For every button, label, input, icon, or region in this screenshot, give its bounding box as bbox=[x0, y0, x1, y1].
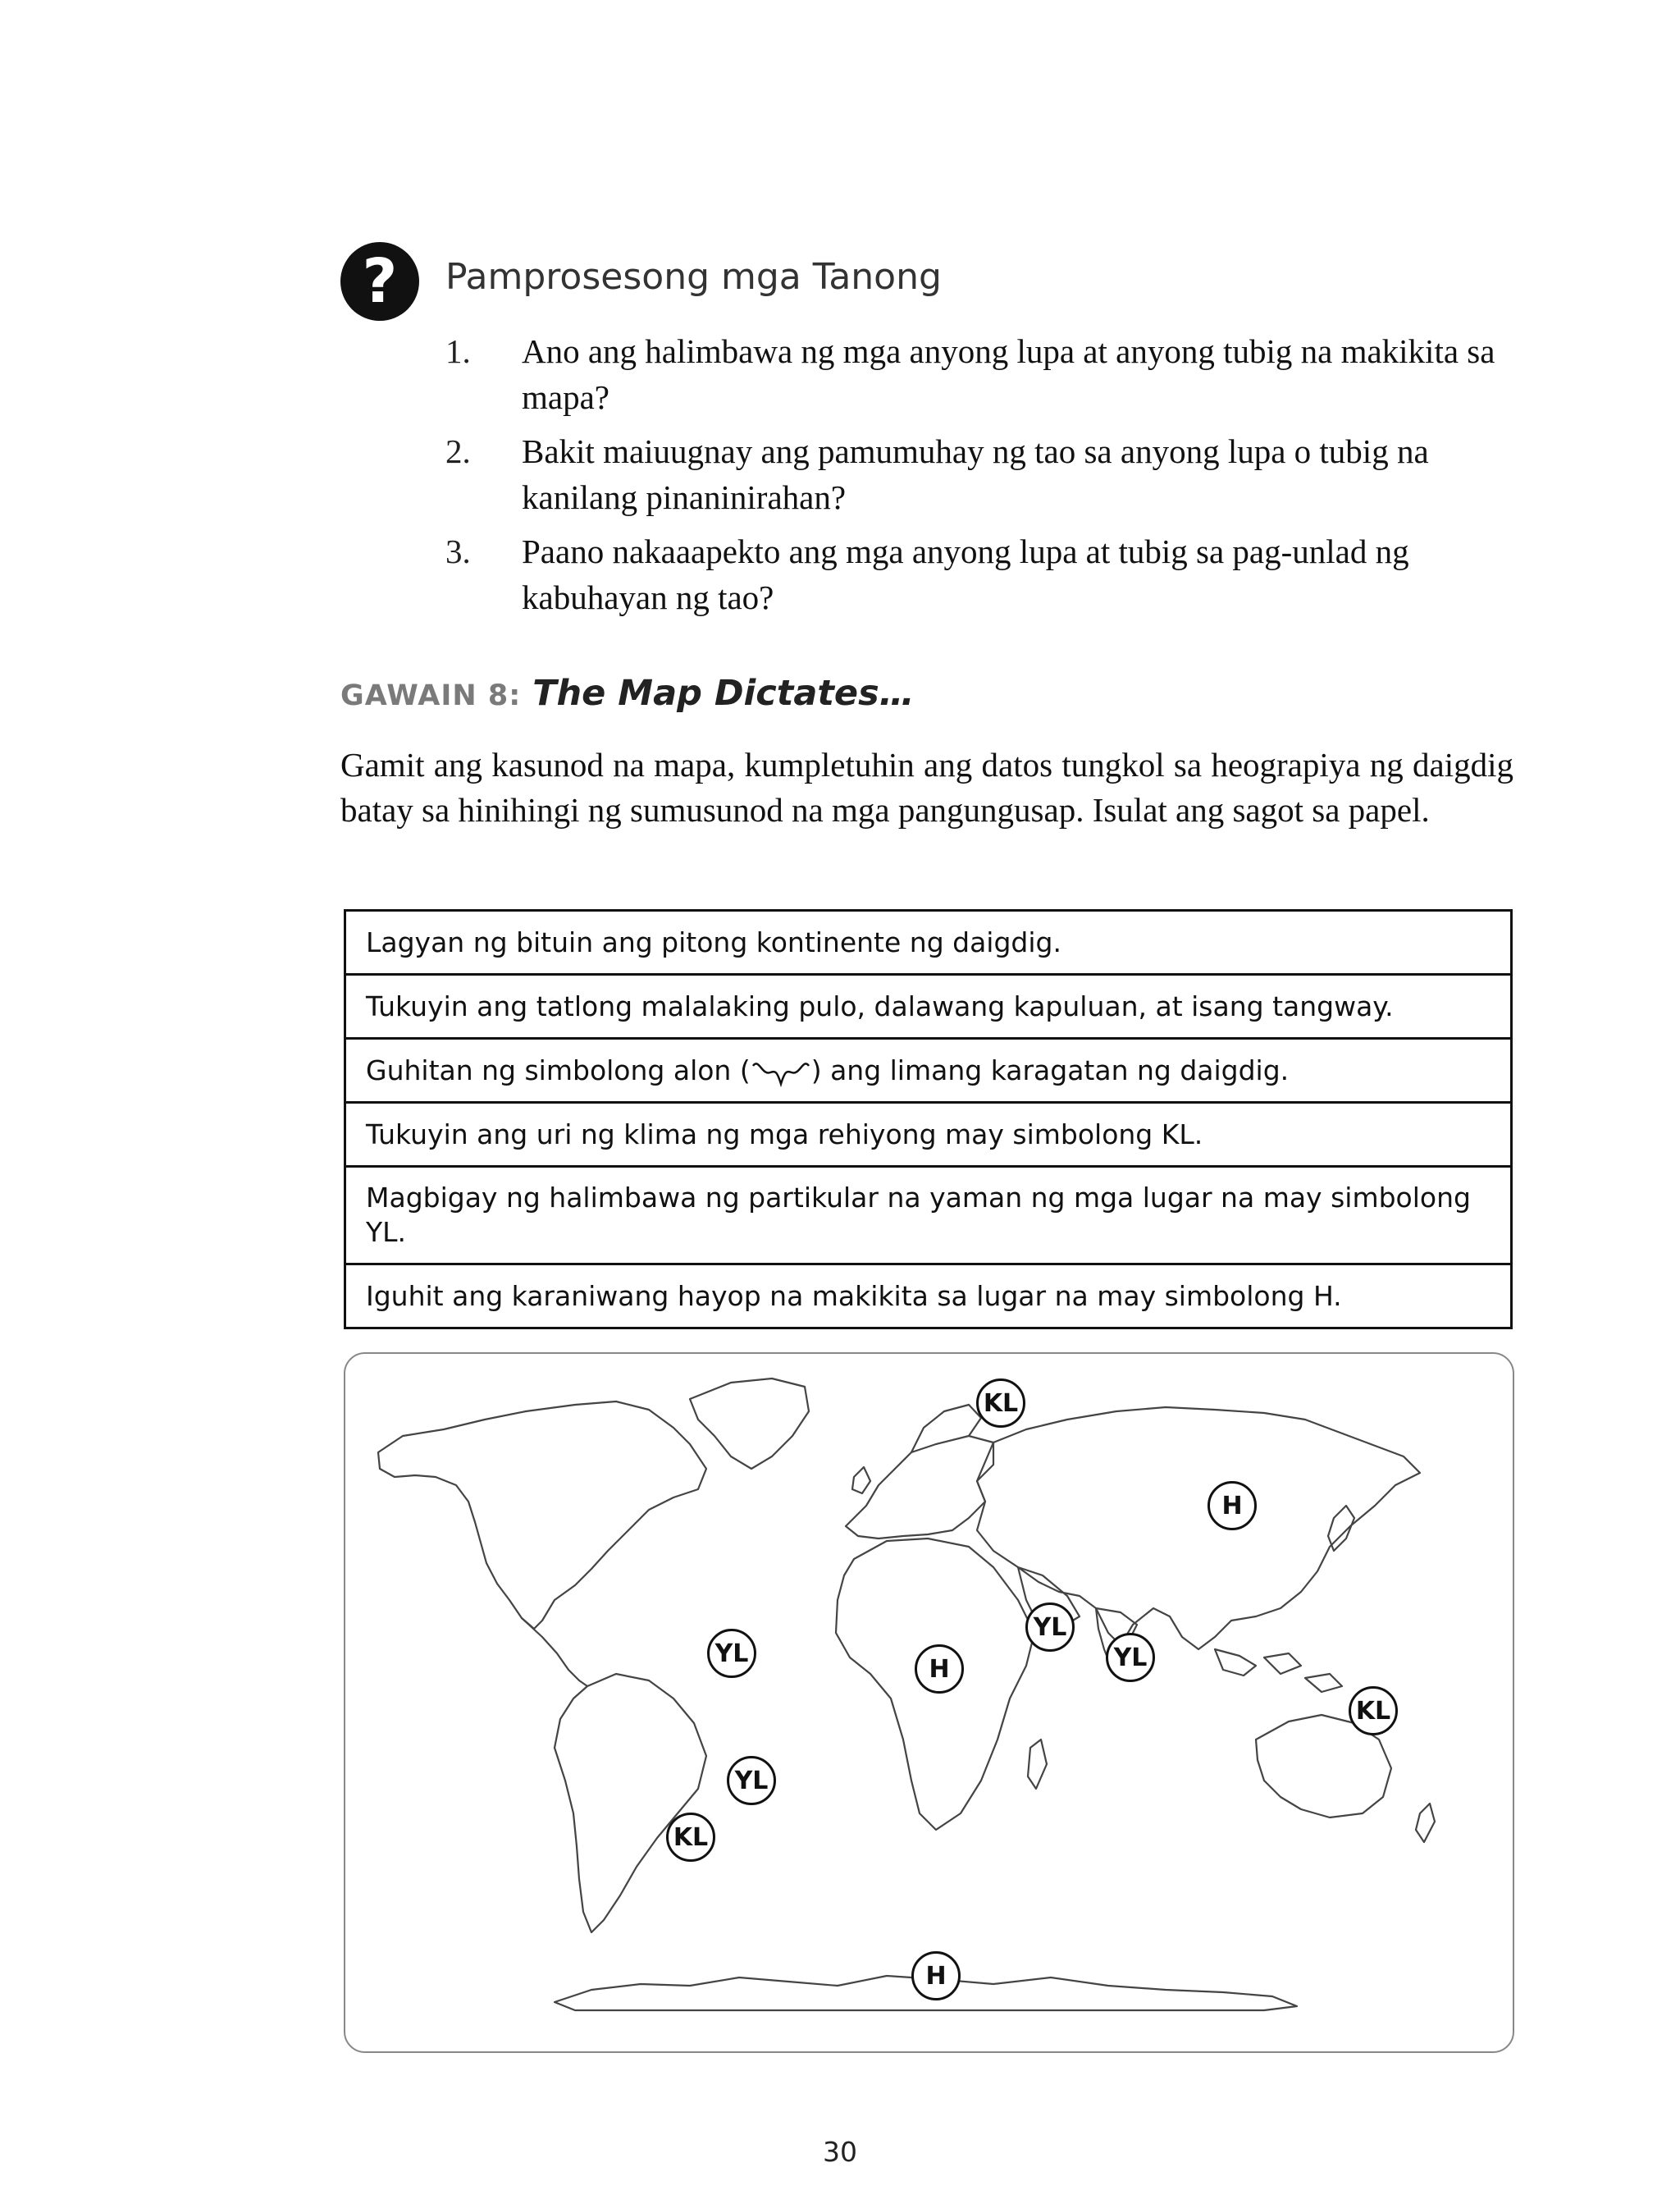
new-zealand-outline bbox=[1416, 1804, 1435, 1842]
world-map bbox=[344, 1352, 1514, 2053]
task-cell: Tukuyin ang tatlong malalaking pulo, dalawang kapuluan, at isang tangway. bbox=[345, 975, 1512, 1039]
south-america-outline bbox=[555, 1674, 706, 1932]
activity-title: The Map Dictates… bbox=[532, 673, 915, 714]
table-row bbox=[345, 975, 1512, 1039]
activity-instructions: Gamit ang kasunod na mapa, kumpletuhin ang datos tungkol sa heograpiya ng daigdig batay sa hinihingi ng sumusunod na mga pangungusap. Isulat ang sagot sa papel. bbox=[340, 746, 1513, 829]
map-marker-h: H bbox=[1208, 1481, 1257, 1530]
map-marker-yl: YL bbox=[1106, 1633, 1155, 1682]
task-cell bbox=[345, 1039, 1512, 1103]
task-cell: Tukuyin ang uri ng klima ng mga rehiyong may simbolong KL. bbox=[345, 1103, 1512, 1167]
table-row bbox=[345, 911, 1512, 975]
question-item bbox=[445, 528, 1520, 620]
map-marker-yl: YL bbox=[707, 1629, 756, 1678]
map-marker-h: H bbox=[911, 1951, 961, 2000]
southeast-asia-islands-outline bbox=[1215, 1649, 1342, 1692]
page-number: 30 bbox=[823, 2136, 857, 2168]
question-item bbox=[445, 328, 1520, 420]
section-title: Pamprosesong mga Tanong bbox=[445, 256, 942, 298]
madagascar-outline bbox=[1028, 1740, 1047, 1789]
map-marker-yl: YL bbox=[727, 1756, 776, 1805]
map-marker-yl: YL bbox=[1025, 1602, 1075, 1652]
task-cell: Iguhit ang karaniwang hayop na makikita sa lugar na may simbolong H. bbox=[345, 1264, 1512, 1328]
question-number: 3. bbox=[445, 533, 471, 570]
table-row bbox=[345, 1167, 1512, 1264]
question-item bbox=[445, 428, 1520, 520]
question-text: Ano ang halimbawa ng mga anyong lupa at anyong tubig na makikita sa mapa? bbox=[522, 332, 1495, 416]
activity-heading bbox=[340, 673, 915, 714]
scandinavia-outline bbox=[911, 1405, 981, 1452]
activity-label: GAWAIN 8: bbox=[340, 679, 522, 712]
task-cell: Lagyan ng bituin ang pitong kontinente ng daigdig. bbox=[345, 911, 1512, 975]
question-mark-icon: ? bbox=[340, 242, 419, 321]
table-row bbox=[345, 1039, 1512, 1103]
map-marker-kl: KL bbox=[1349, 1686, 1398, 1735]
task-text-before: Guhitan ng simbolong alon ( bbox=[366, 1054, 751, 1086]
europe-outline bbox=[846, 1436, 993, 1538]
central-america-outline bbox=[522, 1618, 587, 1686]
task-table bbox=[344, 909, 1513, 1329]
map-marker-kl: KL bbox=[666, 1813, 715, 1862]
question-text: Bakit maiuugnay ang pamumuhay ng tao sa anyong lupa o tubig na kanilang pinaninirahan? bbox=[522, 432, 1429, 516]
table-row bbox=[345, 1103, 1512, 1167]
greenland-outline bbox=[690, 1378, 809, 1469]
task-cell: Magbigay ng halimbawa ng partikular na yaman ng mga lugar na may simbolong YL. bbox=[345, 1167, 1512, 1264]
wave-symbol-icon bbox=[751, 1056, 811, 1087]
japan-outline bbox=[1328, 1506, 1354, 1551]
question-text: Paano nakaaapekto ang mga anyong lupa at tubig sa pag-unlad ng kabuhayan ng tao? bbox=[522, 533, 1409, 616]
world-outline-map bbox=[345, 1354, 1513, 2051]
question-list bbox=[445, 328, 1520, 629]
north-america-outline bbox=[378, 1401, 706, 1629]
question-number: 2. bbox=[445, 432, 471, 470]
map-marker-kl: KL bbox=[976, 1378, 1025, 1428]
task-text-after: ) ang limang karagatan ng daigdig. bbox=[810, 1054, 1290, 1086]
british-isles-outline bbox=[852, 1467, 870, 1493]
question-number: 1. bbox=[445, 332, 471, 370]
table-row bbox=[345, 1264, 1512, 1328]
map-marker-h: H bbox=[915, 1644, 964, 1694]
